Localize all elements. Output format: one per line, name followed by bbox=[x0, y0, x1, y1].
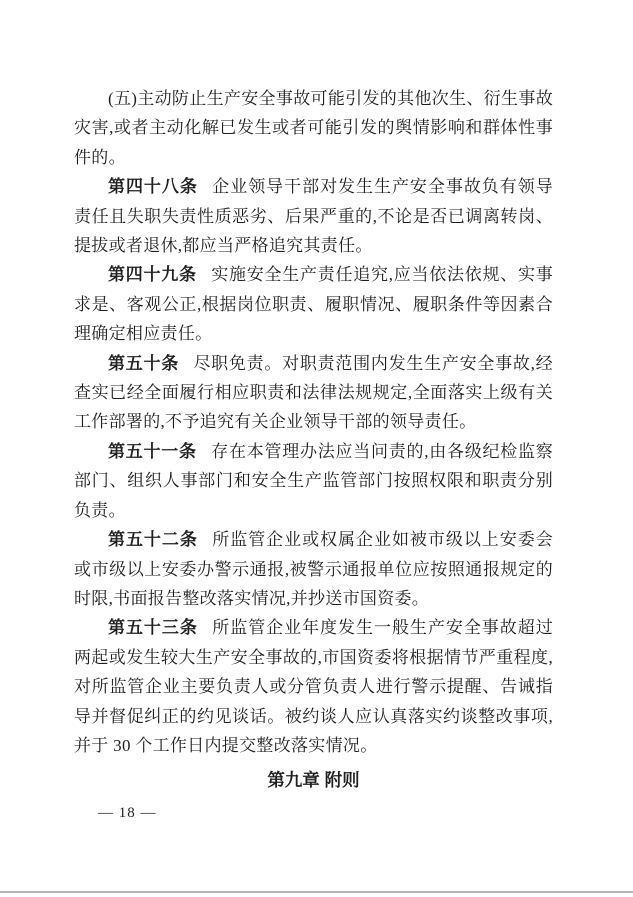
paragraph-text: 实施安全生产责任追究,应当依法依规、实事求是、客观公正,根据岗位职责、履职情况、履职条件等因素合理确定相应责任。 bbox=[74, 265, 554, 344]
paragraph bbox=[74, 260, 553, 348]
article-number: 第四十八条 bbox=[108, 177, 198, 197]
paragraph-text: (五)主动防止生产安全事故可能引发的其他次生、衍生事故灾害,或者主动化解已发生或者可能引发的舆情影响和群体性事件的。 bbox=[74, 89, 553, 167]
article-number: 第五十二条 bbox=[108, 530, 198, 550]
chapter-heading: 第九章 附则 bbox=[267, 770, 360, 791]
paragraph bbox=[74, 349, 553, 437]
article-number: 第五十一条 bbox=[108, 441, 197, 461]
paragraph-text: 所监管企业或权属企业如被市级以上安委会或市级以上安委办警示通报,被警示通报单位应按照通报规定的时限,书面报告整改落实情况,并抄送市国资委。 bbox=[74, 530, 554, 608]
paragraph-text: 存在本管理办法应当问责的,由各级纪检监察部门、组织人事部门和安全生产监管部门按照权限和职责分别负责。 bbox=[74, 441, 554, 520]
paragraph bbox=[74, 437, 553, 525]
paragraph-text: 尽职免责。对职责范围内发生生产安全事故,经查实已经全面履行相应职责和法律法规规定,全面落实上级有关工作部署的,不予追究有关企业领导干部的领导责任。 bbox=[74, 353, 553, 432]
article-number: 第四十九条 bbox=[108, 265, 197, 285]
page-number: — 18 — bbox=[98, 805, 157, 821]
paragraph-text: 企业领导干部对发生生产安全事故负有领导责任且失职失责性质恶劣、后果严重的,不论是否已调离转岗、提拔或者退休,都应当严格追究其责任。 bbox=[74, 177, 554, 256]
page-bottom-divider bbox=[0, 891, 633, 893]
paragraph bbox=[74, 172, 553, 260]
paragraph bbox=[74, 525, 553, 613]
page-body bbox=[74, 84, 553, 796]
paragraph bbox=[74, 84, 553, 172]
paragraph-text: 所监管企业年度发生一般生产安全事故超过两起或发生较大生产安全事故的,市国资委将根据情节严重程度,对所监管企业主要负责人或分管负责人进行警示提醒、告诫指导并督促纠正的约见谈话。被约谈人应认真落实约谈整改事项,并于 30 个工作日内提交整改落实情况。 bbox=[74, 618, 554, 755]
article-number: 第五十三条 bbox=[108, 618, 198, 638]
paragraph bbox=[74, 613, 553, 760]
article-number: 第五十条 bbox=[108, 353, 179, 373]
